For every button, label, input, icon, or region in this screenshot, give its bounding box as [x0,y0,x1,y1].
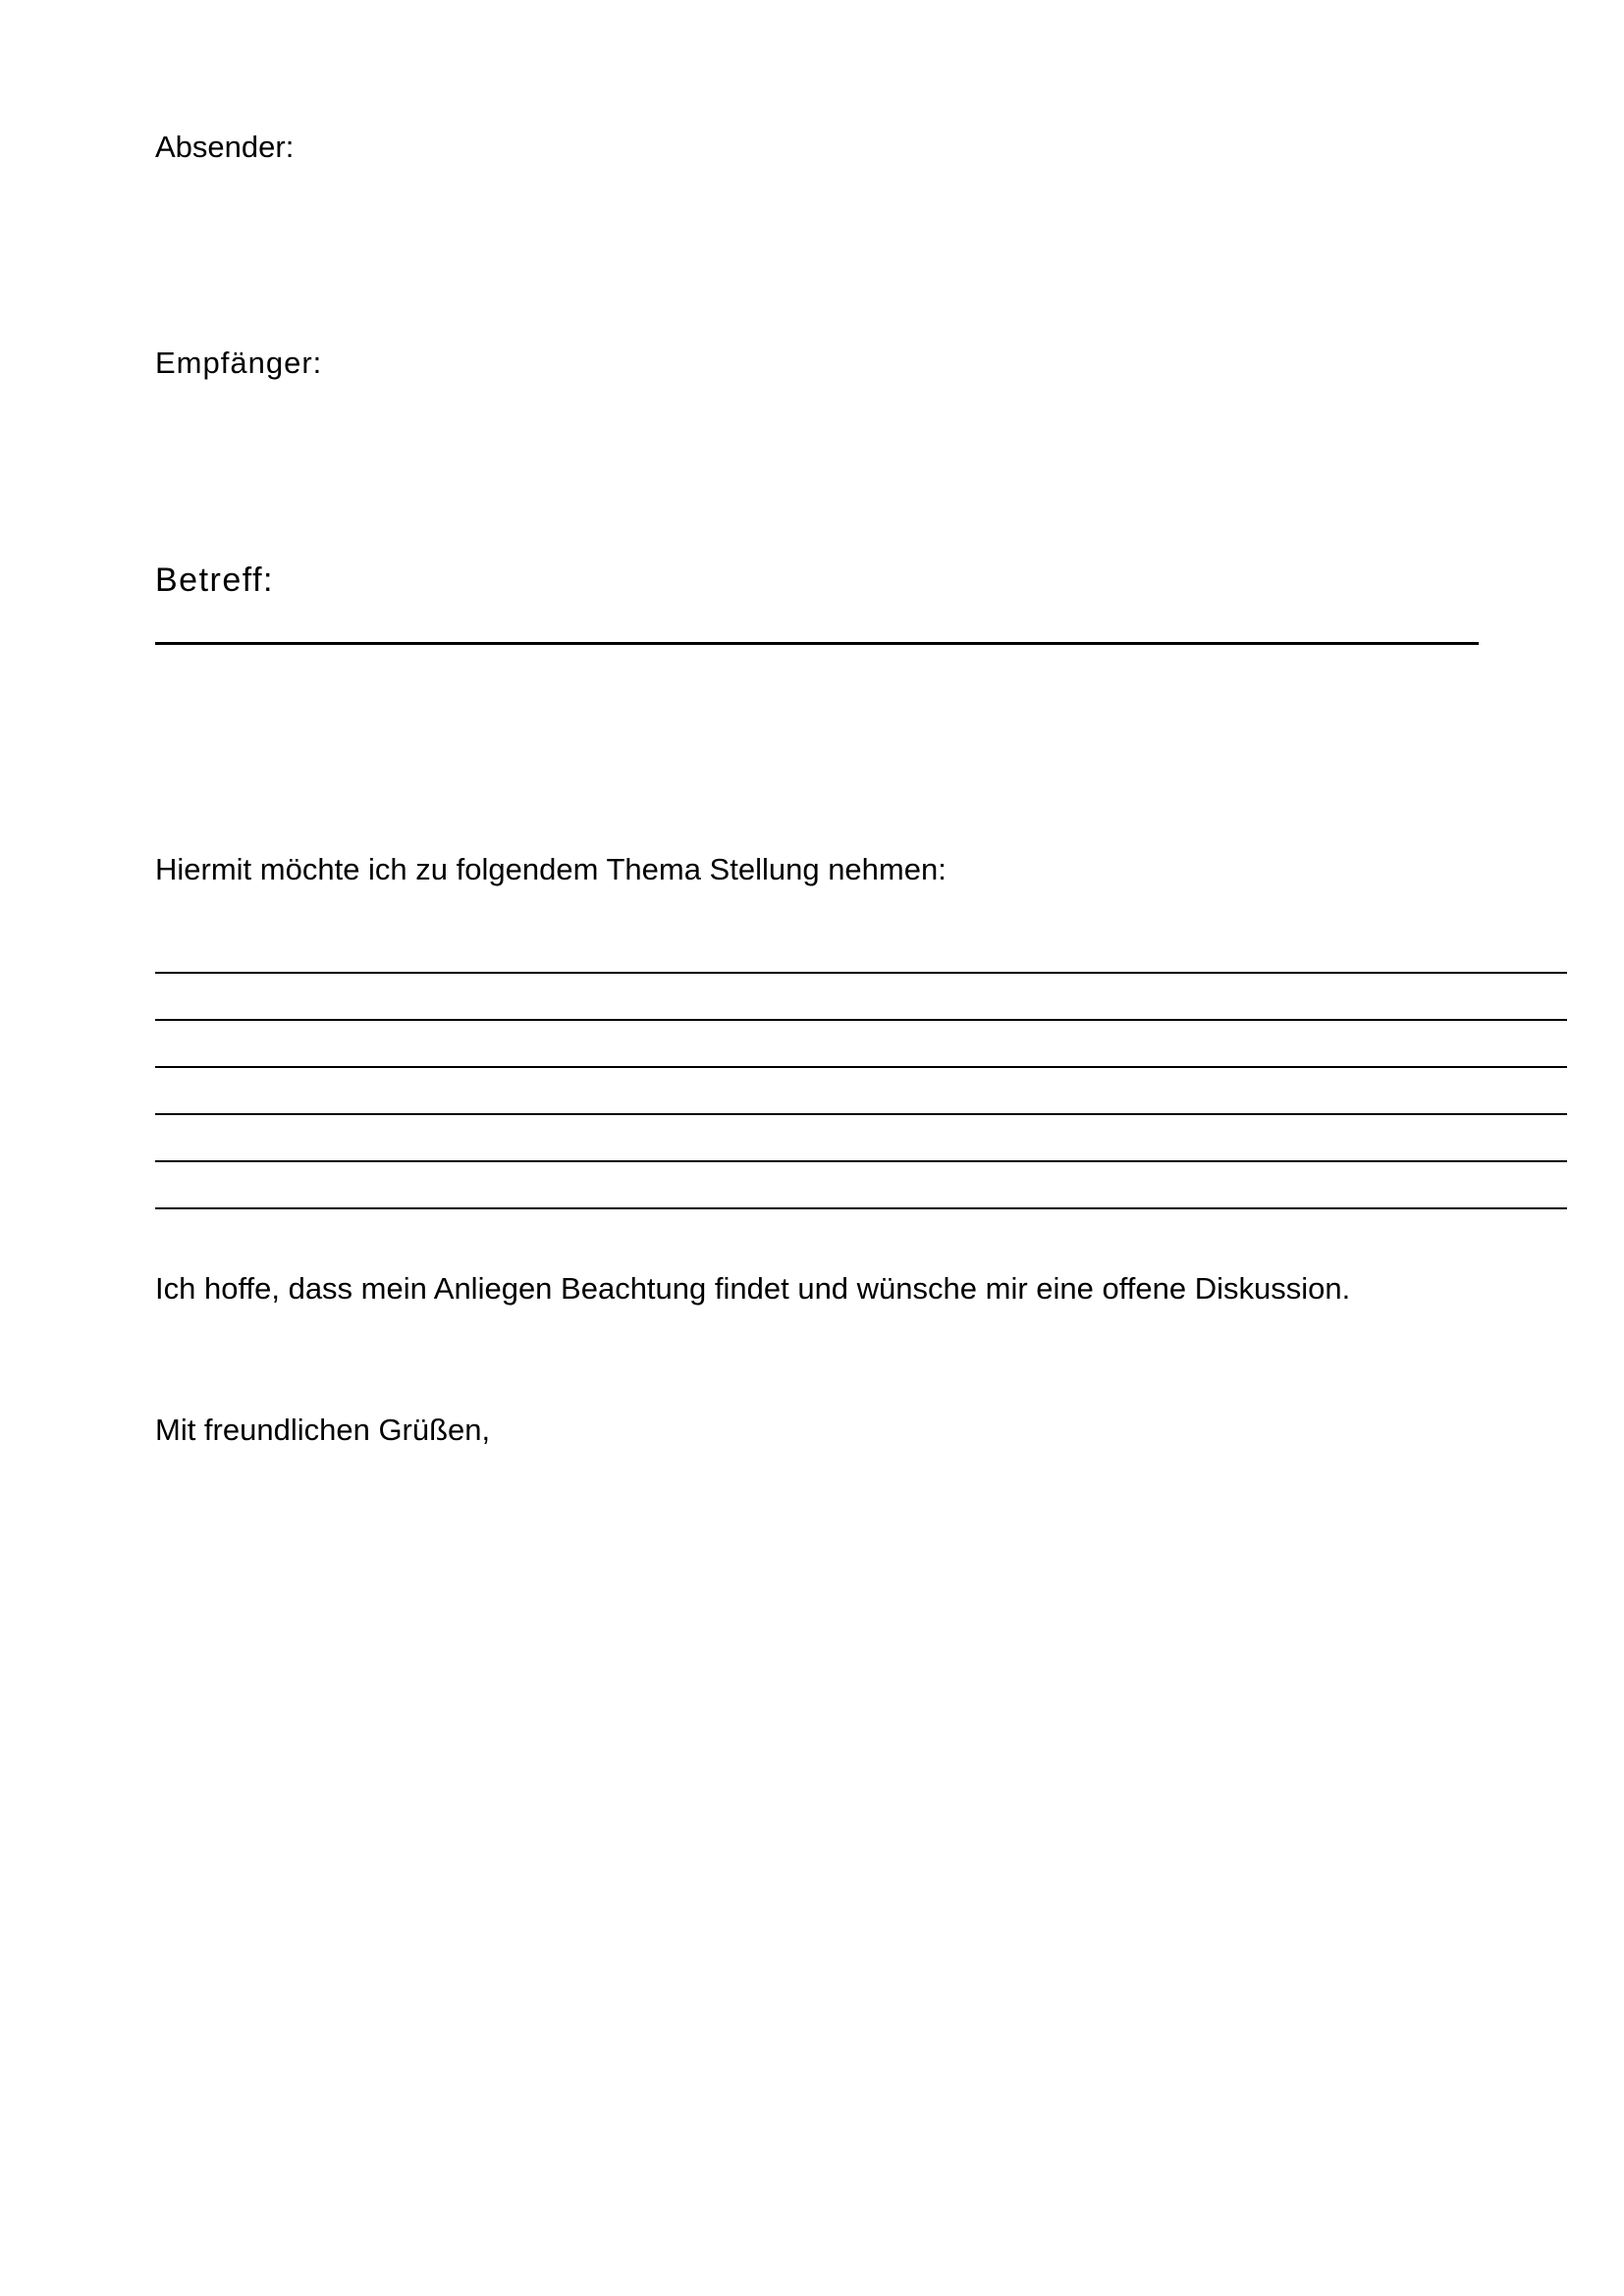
writing-line [155,1162,1567,1209]
writing-line [155,974,1567,1021]
recipient-label: Empfänger: [155,346,323,380]
subject-underline [155,642,1479,645]
greeting-text: Mit freundlichen Grüßen, [155,1413,491,1447]
writing-lines [155,972,1567,1209]
sender-label: Absender: [155,130,295,164]
intro-text: Hiermit möchte ich zu folgendem Thema Stellung nehmen: [155,852,947,886]
writing-line [155,1068,1567,1115]
closing-text: Ich hoffe, dass mein Anliegen Beachtung findet und wünsche mir eine offene Diskussion. [155,1271,1351,1306]
writing-line [155,1115,1567,1162]
subject-label: Betreff: [155,561,274,599]
writing-line [155,1021,1567,1068]
